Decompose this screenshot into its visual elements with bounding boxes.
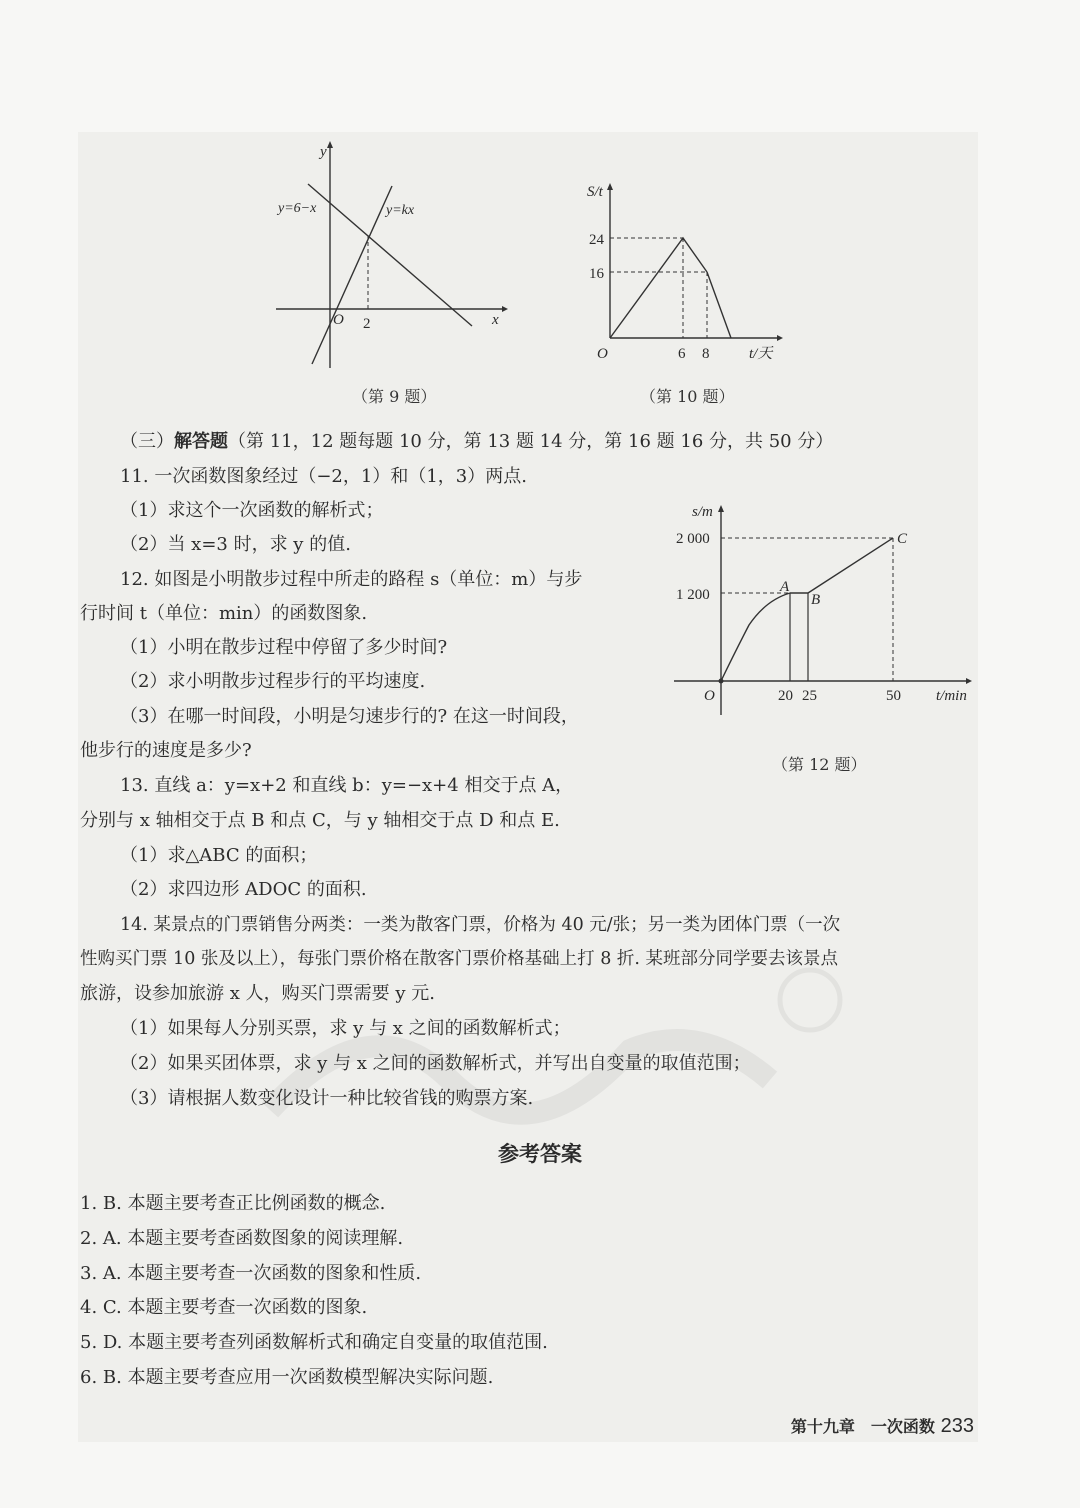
q14-line3: 旅游，设参加旅游 x 人，购买门票需要 y 元. <box>80 983 435 1004</box>
figure-12-caption: （第 12 题） <box>772 755 867 774</box>
figure-9 <box>270 138 510 373</box>
fig12-segments <box>790 538 893 593</box>
answers-title: 参考答案 <box>498 1142 582 1166</box>
figure-10 <box>585 178 790 368</box>
q12-line1: 12. 如图是小明散步过程中所走的路程 s（单位：m）与步 <box>120 569 583 590</box>
q14-part1: （1）如果每人分别买票，求 y 与 x 之间的函数解析式； <box>120 1018 571 1039</box>
section-prefix: （三） <box>120 431 174 452</box>
q14-line2: 性购买门票 10 张及以上），每张门票价格在散客门票价格基础上打 8 折. 某班部分同学要去该景点 <box>80 949 839 969</box>
fig10-tick-6: 6 <box>678 346 686 362</box>
fig12-y-label: s/m <box>692 504 713 520</box>
fig10-y-label: S/t <box>587 184 603 200</box>
fig10-tick-16: 16 <box>589 266 604 282</box>
q14-part3: （3）请根据人数变化设计一种比较省钱的购票方案. <box>120 1088 534 1109</box>
fig10-tick-24: 24 <box>589 232 604 248</box>
fig12-x-label: t/min <box>936 688 967 704</box>
fig9-tick-2: 2 <box>363 316 371 332</box>
fig12-tick-2000: 2 000 <box>676 531 710 547</box>
answer-item: 3. A. 本题主要考查一次函数的图象和性质. <box>80 1263 422 1284</box>
fig9-line1-label: y=6−x <box>278 201 317 216</box>
answer-item: 1. B. 本题主要考查正比例函数的概念. <box>80 1193 386 1214</box>
fig12-point-b: B <box>811 592 821 608</box>
page-footer <box>791 1414 974 1438</box>
section-rest: （第 11，12 题每题 10 分，第 13 题 14 分，第 16 题 16 分，共 50 分） <box>228 431 834 452</box>
section-heading <box>120 430 833 454</box>
fig10-curve <box>707 272 731 338</box>
fig9-line-kx <box>312 186 392 364</box>
fig12-tick-25: 25 <box>802 688 817 704</box>
fig9-x-label: x <box>492 312 499 328</box>
fig10-tick-8: 8 <box>702 346 710 362</box>
page-number: 233 <box>940 1415 974 1437</box>
fig9-line2-label: y=kx <box>386 203 415 218</box>
fig12-curve <box>721 593 790 681</box>
answer-item: 5. D. 本题主要考查列函数解析式和确定自变量的取值范围. <box>80 1332 548 1353</box>
q12-part3-line1: （3）在哪一时间段，小明是匀速步行的? 在这一时间段， <box>120 706 579 727</box>
q13-part1: （1）求△ABC 的面积； <box>120 845 318 866</box>
fig12-point-a: A <box>780 579 790 595</box>
q13-line2: 分别与 x 轴相交于点 B 和点 C，与 y 轴相交于点 D 和点 E. <box>80 810 560 831</box>
fig12-tick-50: 50 <box>886 688 901 704</box>
answer-item: 2. A. 本题主要考查函数图象的阅读理解. <box>80 1228 404 1249</box>
fig10-x-label: t/天 <box>749 346 773 362</box>
answer-item: 4. C. 本题主要考查一次函数的图象. <box>80 1297 368 1318</box>
fig9-origin: O <box>333 312 344 328</box>
figure-12 <box>674 500 980 715</box>
fig9-y-label: y <box>320 144 327 160</box>
q12-part3-line2: 他步行的速度是多少? <box>80 740 252 761</box>
figure-10-caption: （第 10 题） <box>640 387 735 406</box>
fig10-origin: O <box>597 346 608 362</box>
q12-line2: 行时间 t（单位：min）的函数图象. <box>80 603 368 624</box>
answer-item: 6. B. 本题主要考查应用一次函数模型解决实际问题. <box>80 1367 494 1388</box>
q13-line1: 13. 直线 a：y=x+2 和直线 b：y=−x+4 相交于点 A， <box>120 775 574 796</box>
section-bold: 解答题 <box>174 431 228 452</box>
fig12-point-c: C <box>897 531 908 547</box>
q12-part2: （2）求小明散步过程步行的平均速度. <box>120 671 426 692</box>
fig12-tick-1200: 1 200 <box>676 587 710 603</box>
q11-part1: （1）求这个一次函数的解析式； <box>120 500 384 521</box>
q11-part2: （2）当 x=3 时，求 y 的值. <box>120 534 351 555</box>
q14-part2: （2）如果买团体票，求 y 与 x 之间的函数解析式，并写出自变量的取值范围； <box>120 1053 751 1074</box>
q11: 11. 一次函数图象经过（−2，1）和（1，3）两点. <box>120 466 527 487</box>
q13-part2: （2）求四边形 ADOC 的面积. <box>120 879 367 900</box>
q12-part1: （1）小明在散步过程中停留了多少时间? <box>120 637 448 658</box>
fig10-polyline <box>610 238 707 338</box>
q14-line1: 14. 某景点的门票销售分两类：一类为散客门票，价格为 40 元/张；另一类为团体门票（一次 <box>120 915 841 935</box>
fig12-tick-20: 20 <box>778 688 793 704</box>
figure-9-caption: （第 9 题） <box>352 387 437 406</box>
fig12-origin: O <box>704 688 715 704</box>
footer-chapter: 第十九章 一次函数 <box>790 1417 935 1436</box>
